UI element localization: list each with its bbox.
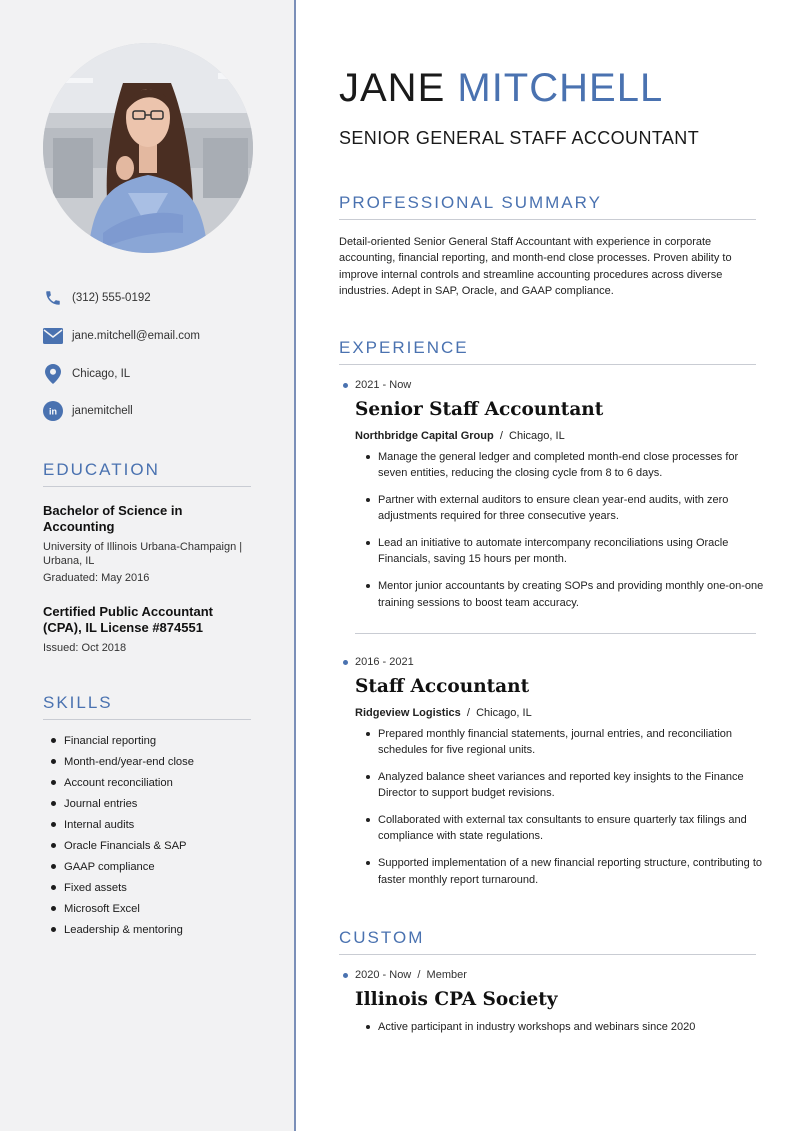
contact-location (43, 363, 130, 385)
job-bullet: Manage the general ledger and completed month-end close processes for seven entities, reducing the closing cycle from 8 to 6 days. (366, 449, 766, 482)
contact-linkedin (43, 400, 133, 422)
job-bullet: Prepared monthly financial statements, journal entries, and reconciliation schedules for five regional units. (366, 726, 766, 759)
custom-title: Illinois CPA Society (355, 989, 558, 1010)
custom-bullets (366, 1019, 766, 1046)
experience-heading: EXPERIENCE (339, 338, 756, 365)
job-dates (343, 656, 414, 668)
job-bullet: Lead an initiative to automate intercompany reconciliations using Oracle Financials, saving 15 hours per month. (366, 535, 766, 568)
skill-item: GAAP compliance (51, 859, 194, 880)
custom-dates-text: 2020 - Now / Member (355, 969, 467, 981)
first-name: JANE (339, 66, 446, 110)
custom-heading: CUSTOM (339, 928, 756, 955)
timeline-dot (343, 383, 348, 388)
phone-text: (312) 555-0192 (72, 292, 151, 304)
company-name: Ridgeview Logistics (355, 707, 461, 719)
education-heading: EDUCATION (43, 460, 251, 487)
email-text: jane.mitchell@email.com (72, 330, 200, 342)
summary-text: Detail-oriented Senior General Staff Accountant with experience in corporate accounting, financial reporting, and month-end close processes. Proven ability to improve internal controls and streamline accounting procedures across diverse industries. Adept in SAP, Oracle, and GAAP compliance. (339, 236, 732, 297)
contact-phone (43, 287, 151, 309)
skill-item: Oracle Financials & SAP (51, 838, 194, 859)
certification-issued: Issued: Oct 2018 (43, 642, 127, 654)
company-location: Chicago, IL (476, 707, 532, 719)
skills-list (51, 733, 194, 943)
last-name: MITCHELL (457, 66, 664, 110)
job-title: Senior Staff Accountant (355, 399, 604, 420)
job-bullet: Partner with external auditors to ensure clean year-end audits, with zero adjustments required for three consecutive years. (366, 492, 766, 525)
linkedin-text: janemitchell (72, 405, 133, 417)
skill-item: Fixed assets (51, 880, 194, 901)
skill-item: Internal audits (51, 817, 194, 838)
phone-icon (43, 288, 63, 308)
job-bullet: Collaborated with external tax consultants to ensure quarterly tax filings and compliance with state regulations. (366, 812, 766, 845)
candidate-name (339, 66, 663, 111)
education-graduated: Graduated: May 2016 (43, 572, 150, 584)
job-title: Staff Accountant (355, 676, 530, 697)
sidebar (0, 0, 296, 1131)
skill-item: Financial reporting (51, 733, 194, 754)
timeline-dot (343, 973, 348, 978)
company-name: Northbridge Capital Group (355, 430, 494, 442)
job-company-line (355, 707, 532, 719)
job-bullet: Analyzed balance sheet variances and reported key insights to the Finance Director to support budget revisions. (366, 769, 766, 802)
job-bullet: Mentor junior accountants by creating SOPs and providing monthly one-on-one training sessions to boost team accuracy. (366, 578, 766, 611)
education-degree: Bachelor of Science in Accounting (43, 503, 183, 534)
job-dates (343, 379, 411, 391)
job-divider (355, 633, 756, 634)
location-pin-icon (43, 364, 63, 384)
custom-dates (343, 969, 467, 981)
location-text: Chicago, IL (72, 368, 131, 380)
envelope-icon (43, 326, 63, 346)
company-location: Chicago, IL (509, 430, 565, 442)
skill-item: Microsoft Excel (51, 901, 194, 922)
separator: / (466, 707, 470, 719)
skill-item: Journal entries (51, 796, 194, 817)
certification-title: Certified Public Accountant (CPA), IL License #874551 (43, 604, 213, 635)
summary-heading: PROFESSIONAL SUMMARY (339, 193, 756, 220)
separator: / (499, 430, 503, 442)
profile-photo (43, 43, 253, 253)
skills-heading: SKILLS (43, 693, 251, 720)
job-title-header: SENIOR GENERAL STAFF ACCOUNTANT (339, 128, 700, 148)
job-bullets (366, 726, 766, 898)
contact-email (43, 325, 200, 347)
skill-item: Month-end/year-end close (51, 754, 194, 775)
timeline-dot (343, 660, 348, 665)
main-content (296, 0, 800, 1131)
linkedin-icon (43, 401, 63, 421)
job-bullets (366, 449, 766, 621)
custom-bullet: Active participant in industry workshops and webinars since 2020 (366, 1019, 766, 1035)
skill-item: Leadership & mentoring (51, 922, 194, 943)
education-school: University of Illinois Urbana-Champaign | Urbana, IL (43, 541, 243, 567)
job-bullet: Supported implementation of a new financial reporting structure, contributing to faster monthly report turnaround. (366, 855, 766, 888)
job-dates-text: 2016 - 2021 (355, 656, 414, 668)
job-company-line (355, 430, 565, 442)
skill-item: Account reconciliation (51, 775, 194, 796)
svg-text:in: in (49, 406, 57, 417)
job-dates-text: 2021 - Now (355, 379, 412, 391)
